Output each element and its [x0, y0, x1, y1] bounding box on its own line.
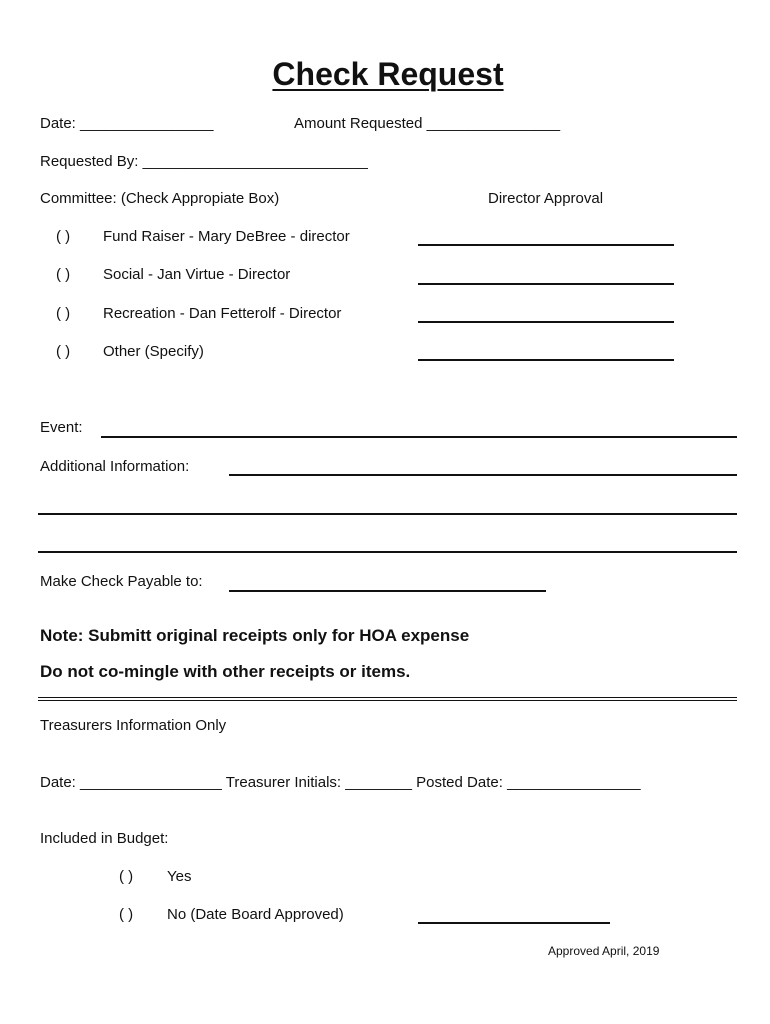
amount-field[interactable] — [294, 115, 560, 132]
note-line-2: Do not co-mingle with other receipts or items. — [40, 662, 411, 681]
event-label: Event: — [40, 419, 83, 436]
date-blank: ________________ — [80, 115, 214, 132]
budget-yes-checkbox[interactable]: ( ) — [119, 868, 134, 885]
budget-no-label: No (Date Board Approved) — [167, 906, 344, 923]
director-approval-line-fund-raiser[interactable] — [418, 244, 674, 246]
requested-by-field[interactable] — [40, 153, 368, 170]
committee-label-other: Other (Specify) — [103, 343, 204, 360]
budget-label: Included in Budget: — [40, 830, 169, 847]
date-field[interactable] — [40, 115, 214, 132]
treasurer-initials-label: Treasurer Initials: — [225, 774, 342, 791]
committee-label-social: Social - Jan Virtue - Director — [103, 266, 291, 283]
committee-label-fund-raiser: Fund Raiser - Mary DeBree - director — [103, 228, 350, 245]
treasurer-fields-row — [40, 774, 641, 791]
note-line-1: Note: Submitt original receipts only for HOA expense — [40, 626, 470, 645]
additional-info-line-1[interactable] — [229, 474, 737, 476]
date-board-approved-line[interactable] — [418, 922, 610, 924]
payable-line[interactable] — [229, 590, 546, 592]
requested-by-blank: ___________________________ — [142, 153, 368, 170]
committee-label-recreation: Recreation - Dan Fetterolf - Director — [103, 305, 342, 322]
director-approval-line-recreation[interactable] — [418, 321, 674, 323]
date-label: Date: — [40, 115, 76, 132]
treasurer-posted-blank[interactable]: ________________ — [507, 774, 641, 791]
divider-bottom — [38, 700, 737, 701]
committee-checkbox-social[interactable]: ( ) — [56, 266, 71, 283]
additional-info-line-3[interactable] — [38, 551, 737, 553]
budget-no-checkbox[interactable]: ( ) — [119, 906, 134, 923]
director-approval-line-other[interactable] — [418, 359, 674, 361]
committee-checkbox-fund-raiser[interactable]: ( ) — [56, 228, 71, 245]
director-approval-line-social[interactable] — [418, 283, 674, 285]
page-title: Check Request — [272, 56, 504, 92]
director-approval-label: Director Approval — [488, 190, 604, 207]
requested-by-label: Requested By: — [40, 153, 139, 170]
event-line[interactable] — [101, 436, 737, 438]
amount-label: Amount Requested — [294, 115, 423, 132]
additional-info-label: Additional Information: — [40, 458, 190, 475]
treasurer-date-label: Date: — [40, 774, 76, 791]
treasurer-initials-blank[interactable]: ________ — [345, 774, 412, 791]
treasurer-section-label: Treasurers Information Only — [40, 717, 227, 734]
payable-label: Make Check Payable to: — [40, 573, 203, 590]
committee-label: Committee: (Check Appropiate Box) — [40, 190, 280, 207]
committee-checkbox-recreation[interactable]: ( ) — [56, 305, 71, 322]
committee-checkbox-other[interactable]: ( ) — [56, 343, 71, 360]
footer-approved-date: Approved April, 2019 — [548, 944, 660, 958]
treasurer-posted-label: Posted Date: — [416, 774, 503, 791]
divider-top — [38, 697, 737, 698]
amount-blank: ________________ — [426, 115, 561, 132]
treasurer-date-blank[interactable]: _________________ — [80, 774, 222, 791]
budget-yes-label: Yes — [167, 868, 192, 885]
additional-info-line-2[interactable] — [38, 513, 737, 515]
